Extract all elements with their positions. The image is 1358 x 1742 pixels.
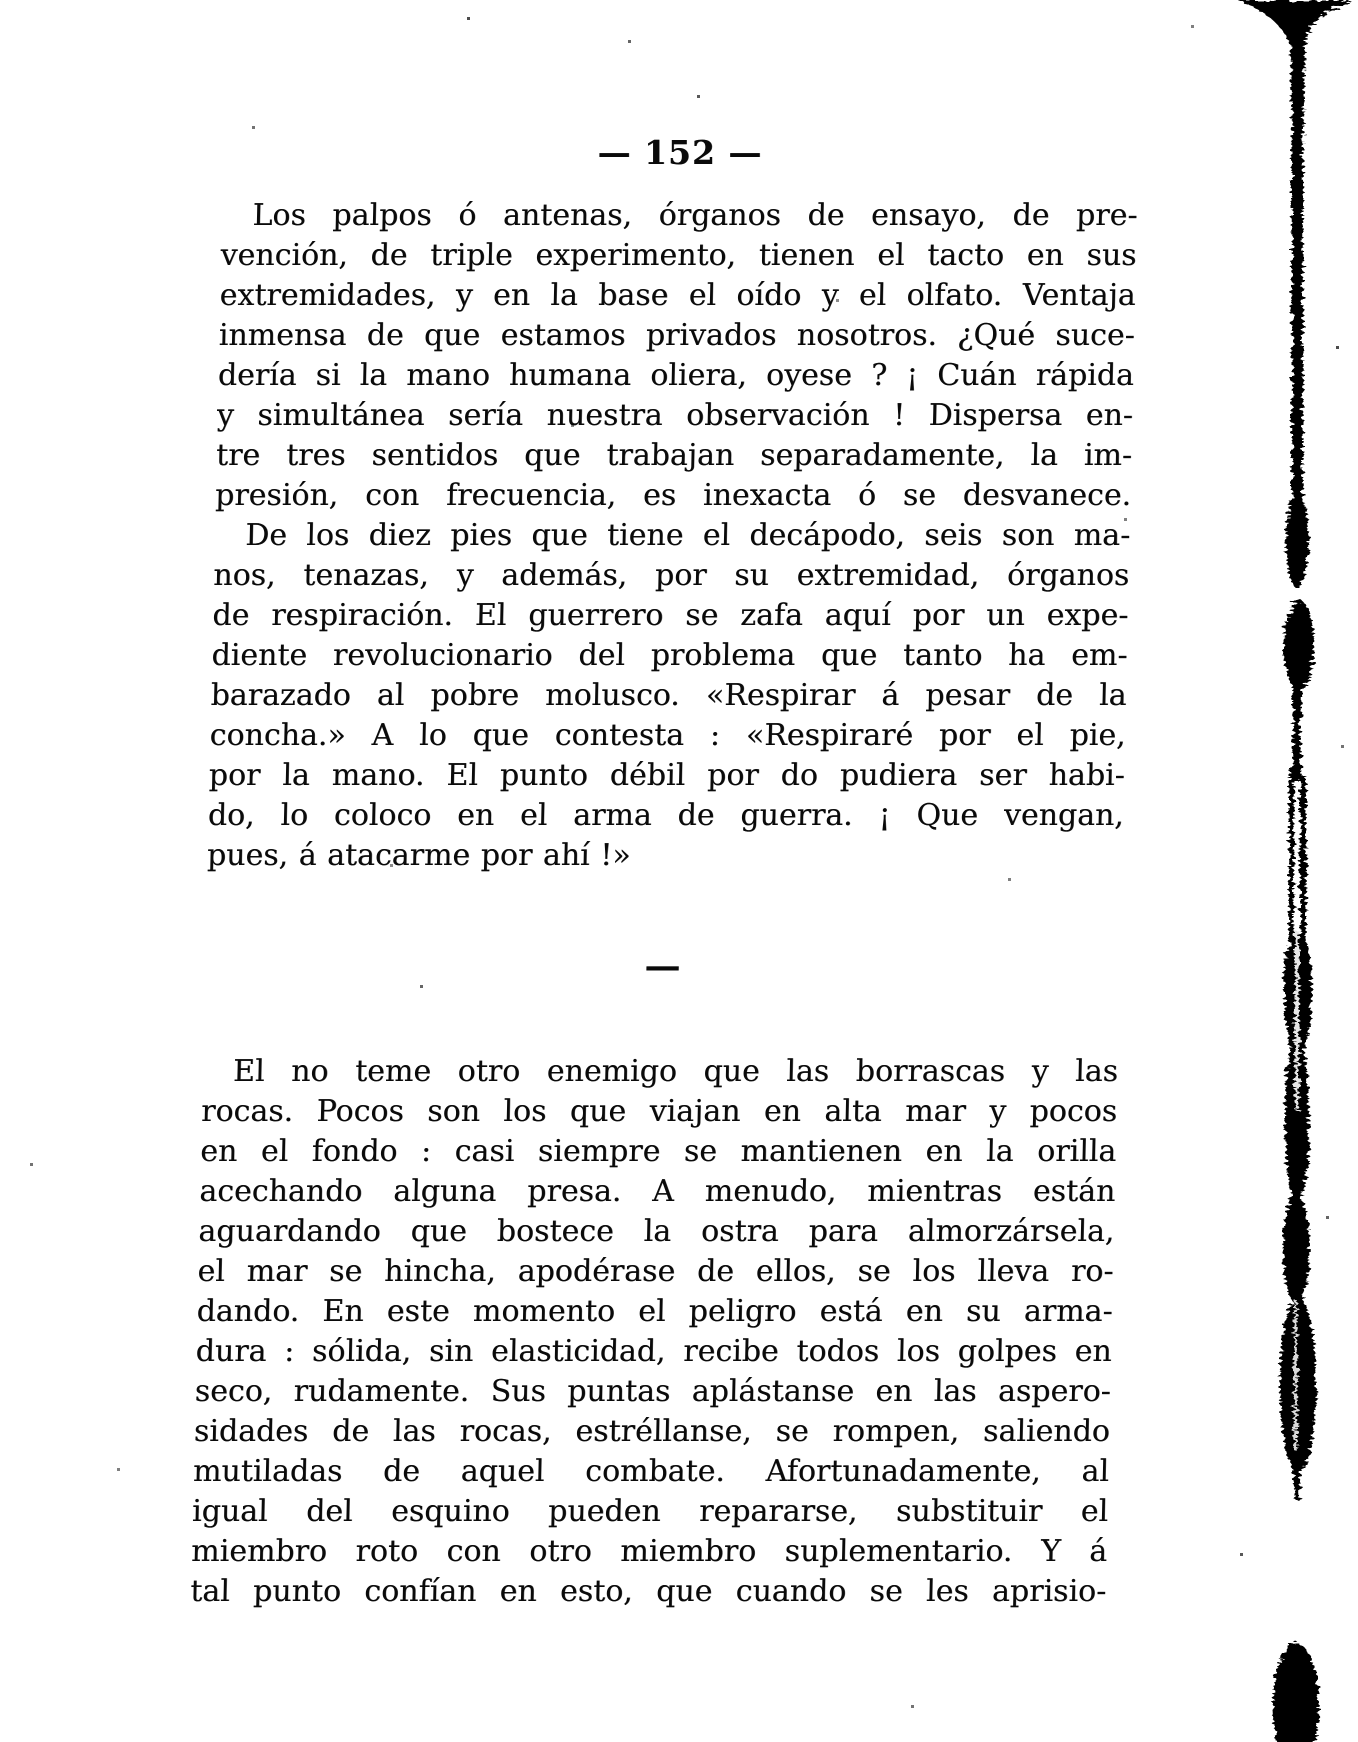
text-line: mutiladas de aquel combate. Afortunadamente, al <box>192 1454 1110 1489</box>
text-line: sidades de las rocas, estréllanse, se rompen, saliendo <box>193 1414 1111 1449</box>
page-number: — 152 — <box>597 133 763 172</box>
text-line: vención, de triple experimento, tienen el tacto en sus <box>220 238 1138 273</box>
text-line: en el fondo : casi siempre se mantienen en la orilla <box>199 1134 1117 1169</box>
text-line: concha.» A lo que contesta : «Respiraré por el pie, <box>209 718 1127 753</box>
text-line: tre tres sentidos que trabajan separadamente, la im- <box>215 438 1133 473</box>
text-line: dando. En este momento el peligro está en su arma- <box>196 1294 1114 1329</box>
text-line: inmensa de que estamos privados nosotros. ¿Qué suce- <box>218 318 1136 353</box>
text-line: dura : sólida, sin elasticidad, recibe todos los golpes en <box>195 1334 1113 1369</box>
text-block <box>190 196 1138 1612</box>
text-line: y simultánea sería nuestra observación ! Dispersa en- <box>216 398 1134 433</box>
text-line: extremidades, y en la base el oído y el olfato. Ventaja <box>219 278 1137 313</box>
paragraph-1 <box>215 196 1138 516</box>
text-line: pues, á atacarme por ahí !» <box>206 838 632 873</box>
text-line: tal punto confían en esto, que cuando se les aprisio- <box>189 1574 1107 1609</box>
text-line: rocas. Pocos son los que viajan en alta mar y pocos <box>200 1094 1118 1129</box>
text-line: El no teme otro enemigo que las borrascas y las <box>232 1054 1119 1089</box>
text-line: De los diez pies que tiene el decápodo, seis son ma- <box>244 518 1131 553</box>
text-line: de respiración. El guerrero se zafa aquí por un expe- <box>212 598 1129 633</box>
text-line: Los palpos ó antenas, órganos de ensayo, de pre- <box>252 198 1138 233</box>
paragraph-3 <box>190 1052 1119 1612</box>
paragraph-2 <box>207 516 1131 876</box>
text-line: acechando alguna presa. A menudo, mientras están <box>199 1174 1116 1209</box>
text-line: nos, tenazas, y además, por su extremidad, órganos <box>212 558 1130 593</box>
text-line: presión, con frecuencia, es inexacta ó se desvanece. <box>214 478 1132 513</box>
text-line: do, lo coloco en el arma de guerra. ¡ Que vengan, <box>207 798 1125 833</box>
text-line: el mar se hincha, apodérase de ellos, se los lleva ro- <box>197 1254 1114 1289</box>
text-line: seco, rudamente. Sus puntas aplástanse en las aspero- <box>194 1374 1112 1409</box>
section-divider: — <box>644 945 682 987</box>
text-line: por la mano. El punto débil por do pudiera ser habi- <box>208 758 1126 793</box>
text-line: miembro roto con otro miembro suplementario. Y á <box>190 1534 1108 1569</box>
text-line: barazado al pobre molusco. «Respirar á pesar de la <box>210 678 1128 713</box>
text-line: diente revolucionario del problema que tanto ha em- <box>211 638 1128 673</box>
binding-shadow-artifact <box>1230 0 1358 1742</box>
scan-noise-specks <box>0 0 3 3</box>
text-line: igual del esquino pueden repararse, substituir el <box>191 1494 1109 1529</box>
text-line: aguardando que bostece la ostra para almorzársela, <box>198 1214 1115 1249</box>
text-line: dería si la mano humana oliera, oyese ? ¡ Cuán rápida <box>217 358 1135 393</box>
